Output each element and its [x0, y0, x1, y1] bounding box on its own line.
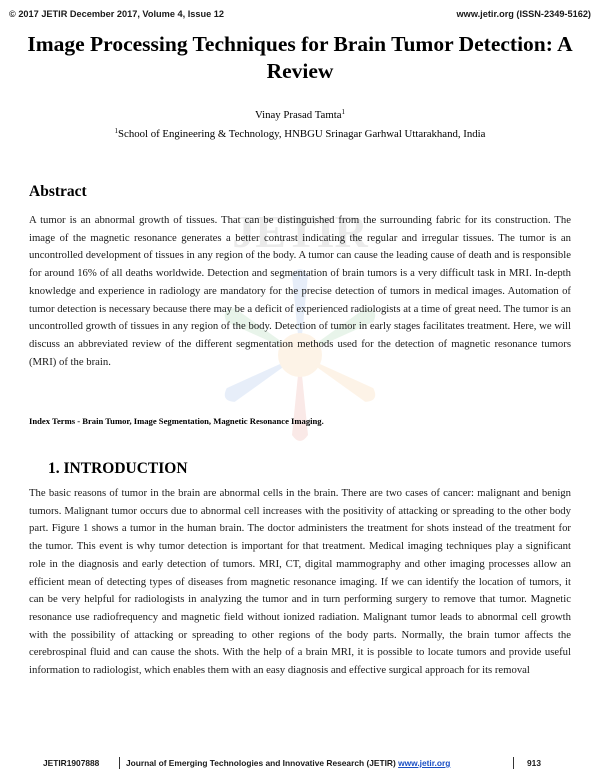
footer-journal: [126, 758, 450, 768]
footer-page-number: 913: [527, 758, 541, 768]
footer-journal-name: Journal of Emerging Technologies and Innovative Research (JETIR): [126, 758, 396, 768]
affiliation-marker: 1: [114, 127, 119, 135]
footer-divider: [513, 757, 514, 769]
introduction-heading: 1. INTRODUCTION: [48, 460, 188, 477]
author-affiliation-marker: 1: [341, 108, 346, 116]
footer-divider: [119, 757, 120, 769]
running-header-left: © 2017 JETIR December 2017, Volume 4, Issue 12: [9, 9, 224, 19]
running-header-right: www.jetir.org (ISSN-2349-5162): [456, 9, 591, 19]
paper-title: Image Processing Techniques for Brain Tumor Detection: A Review: [27, 32, 573, 83]
introduction-text: The basic reasons of tumor in the brain are abnormal cells in the brain. There are two cases of cancer: malignant and benign tumors. Malignant tumor occurs due to abnormal cell increases with the positivity of attacking or spreading to the other body part. Figure 1 shows a tumor in the human brain. The doctor administers the treatment for shots instead of the treatment for the tumor. This event is why tumor detection is important for that treatment. Medical imaging techniques play a significant role in the diagnosis and early detection of tumors. MRI, CT, digital mammography and other imaging processes allow an efficient mean of detecting types of diseases from magnetic resonance imaging. If we can identify the location of tumors, it can be very helpful for radiologists in analyzing the tumor and in turn performing surgery to remove that tumor. Magnetic resonance use radiofrequency and magnetic field without ionized radiation. Malignant tumor leads to abnormal cell growth with the possibility of attacking or spreading to other regions of the body parts. Normally, the brain tumor affects the cerebrospinal fluid and can cause the shots. With the help of a brain MRI, it is possible to locate tumors and provide useful information to radiologist, which enables them with an easy diagnosis and effective surgical approach for its removal: [29, 487, 571, 677]
footer-paper-id: JETIR1907888: [43, 758, 100, 768]
watermark-text: JETIR: [232, 206, 368, 257]
abstract-text: A tumor is an abnormal growth of tissues. That can be distinguished from the surrounding fabric for its construction. The image of the magnetic resonance generates a better contrast indicating the regular and irregular tissues. The tumor is an uncontrolled development of tissues in any region of the body. A tumor can cause the leading cause of death and is responsible for around 16% of all deaths worldwide. Detection and segmentation of brain tumors is a very difficult task in MRI. In-depth knowledge and experience in radiology are mandatory for the precise detection of tumors in medical images. Automation of tumor detection is necessary because there may be a deficit of experienced radiologists at a time of great need. The tumor is an uncontrolled growth of tissues in any region of the body. Detection of tumor in early stages facilitates treatment. Here, we will discuss an abbreviated review of the different segmentation methods used for the detection of magnetic resonance tumors (MRI) of the brain.: [29, 214, 571, 368]
index-terms: Index Terms - Brain Tumor, Image Segmentation, Magnetic Resonance Imaging.: [29, 416, 324, 426]
footer-journal-link[interactable]: www.jetir.org: [398, 758, 451, 768]
affiliation-line: [0, 128, 600, 140]
affiliation-text: School of Engineering & Technology, HNBGU Srinagar Garhwal Uttarakhand, India: [118, 128, 486, 140]
author-name: Vinay Prasad Tamta: [254, 109, 342, 121]
abstract-heading: Abstract: [29, 183, 87, 200]
author-line: [0, 109, 600, 121]
